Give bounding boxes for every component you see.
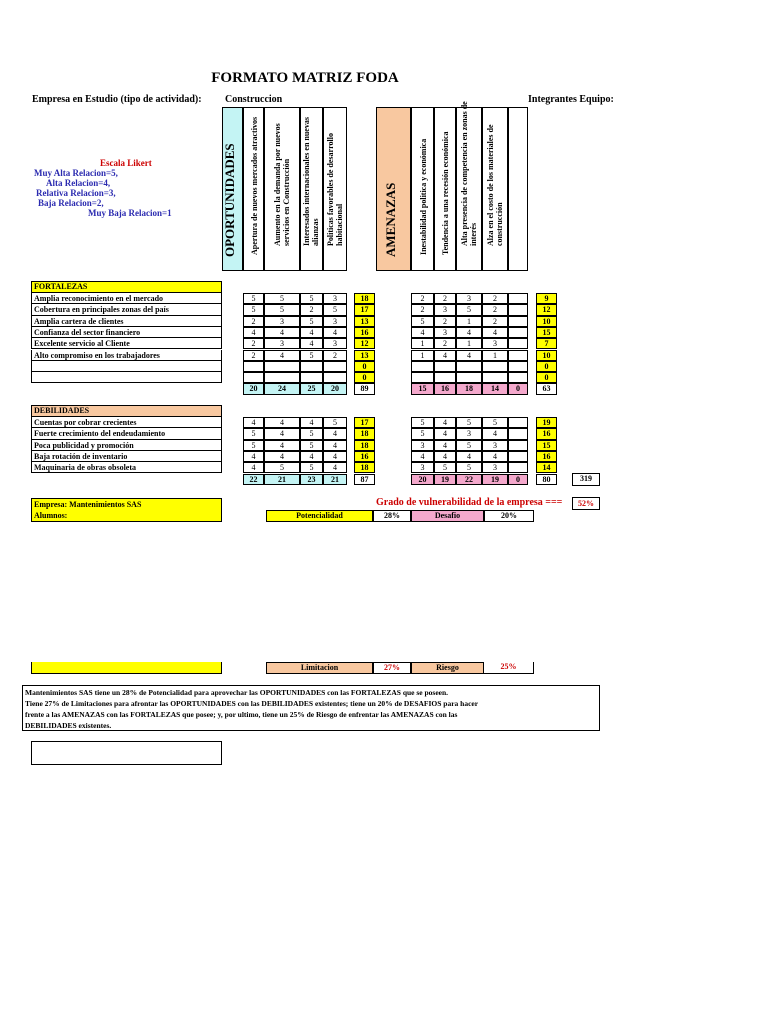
score-cell: 3 xyxy=(264,338,300,349)
likert-line: Muy Alta Relacion=5, xyxy=(34,168,118,178)
score-cell: 3 xyxy=(434,327,456,338)
score-cell: 1 xyxy=(411,350,434,361)
score-cell: 2 xyxy=(482,293,508,304)
score-cell xyxy=(264,372,300,383)
score-cell xyxy=(411,372,434,383)
empresa-box xyxy=(31,498,222,522)
potencialidad-value: 28% xyxy=(373,510,411,522)
score-cell xyxy=(482,361,508,372)
limitacion-value: 27% xyxy=(373,662,411,674)
score-cell: 3 xyxy=(323,338,347,349)
row-total: 15 xyxy=(536,327,557,338)
score-cell: 3 xyxy=(482,440,508,451)
score-cell: 4 xyxy=(434,428,456,439)
grand-total: 63 xyxy=(536,383,557,394)
oportunidades-header xyxy=(222,107,243,271)
score-cell xyxy=(508,462,528,473)
score-cell: 4 xyxy=(434,350,456,361)
score-cell: 5 xyxy=(411,428,434,439)
row-label: Baja rotación de inventario xyxy=(31,451,222,462)
row-total: 0 xyxy=(536,372,557,383)
score-cell: 4 xyxy=(482,327,508,338)
column-total: 21 xyxy=(264,474,300,485)
score-cell: 4 xyxy=(264,327,300,338)
row-total: 10 xyxy=(536,316,557,327)
empresa-line: Empresa: Mantenimientos SAS xyxy=(34,500,142,509)
likert-line: Muy Baja Relacion=1 xyxy=(88,208,172,218)
row-total: 18 xyxy=(354,440,375,451)
column-total: 0 xyxy=(508,474,528,485)
desafio-label: Desafio xyxy=(411,510,484,522)
row-total: 0 xyxy=(536,361,557,372)
score-cell: 5 xyxy=(300,440,323,451)
score-cell: 2 xyxy=(300,304,323,315)
conclusion-line: frente a las AMENAZAS con las FORTALEZAS que posee; y, por ultimo, tiene un 25% de Riesgo de enfrentar las AMENAZAS con las xyxy=(25,710,458,719)
score-cell: 5 xyxy=(264,293,300,304)
column-total: 15 xyxy=(411,383,434,394)
amenaza-col-header xyxy=(482,107,508,271)
score-cell: 4 xyxy=(323,428,347,439)
amenazas-header xyxy=(376,107,411,271)
amenaza-item: Inestabilidad politica y económica xyxy=(418,138,428,255)
row-total: 16 xyxy=(536,428,557,439)
score-cell xyxy=(508,440,528,451)
conclusion-line: Mantenimientos SAS tiene un 28% de Potencialidad para aprovechar las OPORTUNIDADES con las FORTALEZAS que se poseen. xyxy=(25,688,449,697)
score-cell xyxy=(264,361,300,372)
likert-line: Baja Relacion=2, xyxy=(38,198,104,208)
potencialidad-label: Potencialidad xyxy=(266,510,373,522)
column-total: 16 xyxy=(434,383,456,394)
row-total: 13 xyxy=(354,316,375,327)
row-total: 0 xyxy=(354,361,375,372)
debilidades-label: DEBILIDADES xyxy=(31,405,222,417)
score-cell xyxy=(323,372,347,383)
score-cell xyxy=(456,361,482,372)
score-cell: 1 xyxy=(456,338,482,349)
score-cell: 4 xyxy=(482,428,508,439)
score-cell: 5 xyxy=(323,417,347,428)
score-cell: 2 xyxy=(411,293,434,304)
grand-total: 89 xyxy=(354,383,375,394)
empresa-label: Empresa en Estudio (tipo de actividad): xyxy=(32,94,202,105)
score-cell: 4 xyxy=(456,451,482,462)
score-cell: 2 xyxy=(482,304,508,315)
row-total: 16 xyxy=(354,451,375,462)
score-cell: 5 xyxy=(411,417,434,428)
score-cell: 5 xyxy=(411,316,434,327)
overall-total: 319 xyxy=(572,473,600,486)
score-cell: 4 xyxy=(243,451,264,462)
row-total: 13 xyxy=(354,350,375,361)
score-cell: 5 xyxy=(243,293,264,304)
score-cell: 2 xyxy=(482,316,508,327)
oportunidad-col-header xyxy=(323,107,347,271)
score-cell: 4 xyxy=(264,451,300,462)
row-total: 18 xyxy=(354,293,375,304)
score-cell xyxy=(300,361,323,372)
empresa-box-bottom xyxy=(31,662,222,674)
column-total: 23 xyxy=(300,474,323,485)
oportunidad-item: Apertura de nuevos mercados atractivos xyxy=(249,116,259,255)
score-cell: 3 xyxy=(434,304,456,315)
row-label: Confianza del sector financiero xyxy=(31,327,222,338)
score-cell: 4 xyxy=(323,327,347,338)
column-total: 24 xyxy=(264,383,300,394)
score-cell: 3 xyxy=(323,316,347,327)
oportunidad-col-header xyxy=(300,107,323,271)
score-cell: 5 xyxy=(243,440,264,451)
score-cell: 4 xyxy=(243,417,264,428)
grand-total: 87 xyxy=(354,474,375,485)
score-cell: 3 xyxy=(264,316,300,327)
score-cell: 3 xyxy=(456,293,482,304)
likert-line: Alta Relacion=4, xyxy=(46,178,111,188)
score-cell: 5 xyxy=(264,462,300,473)
score-cell xyxy=(456,372,482,383)
score-cell xyxy=(508,417,528,428)
limitacion-label: Limitacion xyxy=(266,662,373,674)
score-cell: 4 xyxy=(434,440,456,451)
row-total: 9 xyxy=(536,293,557,304)
row-total: 16 xyxy=(536,451,557,462)
amenaza-item: Alza en el costo de los materiales de construcción xyxy=(486,124,504,246)
score-cell: 5 xyxy=(300,428,323,439)
column-total: 20 xyxy=(411,474,434,485)
score-cell: 4 xyxy=(264,417,300,428)
row-label: Cuentas por cobrar crecientes xyxy=(31,417,222,428)
row-total: 17 xyxy=(354,304,375,315)
row-total: 14 xyxy=(536,462,557,473)
score-cell: 4 xyxy=(300,338,323,349)
score-cell: 4 xyxy=(434,451,456,462)
column-total: 21 xyxy=(323,474,347,485)
likert-legend xyxy=(32,158,222,218)
score-cell: 4 xyxy=(300,451,323,462)
score-cell: 4 xyxy=(411,327,434,338)
score-cell xyxy=(508,372,528,383)
row-total: 18 xyxy=(354,428,375,439)
row-total: 19 xyxy=(536,417,557,428)
score-cell xyxy=(411,361,434,372)
column-total: 25 xyxy=(300,383,323,394)
score-cell xyxy=(508,316,528,327)
oportunidad-col-header xyxy=(264,107,300,271)
likert-title: Escala Likert xyxy=(100,158,152,168)
row-label: Cobertura en principales zonas del país xyxy=(31,304,222,315)
row-total: 0 xyxy=(354,372,375,383)
row-total: 16 xyxy=(354,327,375,338)
vulnerabilidad-value: 52% xyxy=(572,497,600,510)
score-cell: 5 xyxy=(323,304,347,315)
row-total: 12 xyxy=(536,304,557,315)
score-cell: 5 xyxy=(300,293,323,304)
conclusion-box xyxy=(22,685,600,731)
oportunidades-label: OPORTUNIDADES xyxy=(221,143,237,257)
score-cell: 4 xyxy=(243,462,264,473)
score-cell: 5 xyxy=(456,440,482,451)
score-cell: 4 xyxy=(300,417,323,428)
score-cell xyxy=(300,372,323,383)
page-title: FORMATO MATRIZ FODA xyxy=(211,70,399,86)
score-cell: 4 xyxy=(411,451,434,462)
oportunidad-item: Interesados internacionales en nuevas alianzas xyxy=(301,117,320,246)
oportunidad-item: Politicas favorables de desarrollo habitacional xyxy=(326,133,344,246)
riesgo-label: Riesgo xyxy=(411,662,484,674)
score-cell: 2 xyxy=(434,316,456,327)
score-cell xyxy=(508,428,528,439)
row-label xyxy=(31,361,222,372)
column-total: 0 xyxy=(508,383,528,394)
score-cell: 4 xyxy=(264,428,300,439)
oportunidad-col-header xyxy=(243,107,264,271)
score-cell: 2 xyxy=(323,350,347,361)
desafio-value: 20% xyxy=(484,510,534,522)
row-label: Poca publicidad y promoción xyxy=(31,440,222,451)
actividad-value: Construccion xyxy=(225,94,283,105)
row-total: 15 xyxy=(536,440,557,451)
amenaza-item: Alta presencia de competencia en zonas de interés xyxy=(460,101,478,246)
vulnerabilidad-label: Grado de vulnerabilidad de la empresa === xyxy=(376,497,563,508)
score-cell: 5 xyxy=(482,417,508,428)
row-label: Excelente servicio al Cliente xyxy=(31,338,222,349)
column-total: 14 xyxy=(482,383,508,394)
amenaza-item: Tendencia a una recesión económica xyxy=(441,131,450,255)
amenazas-label: AMENAZAS xyxy=(382,182,398,257)
score-cell: 5 xyxy=(243,304,264,315)
score-cell: 4 xyxy=(323,462,347,473)
empty-input-box[interactable] xyxy=(31,741,222,765)
score-cell: 4 xyxy=(323,451,347,462)
score-cell: 1 xyxy=(456,316,482,327)
amenaza-col-header xyxy=(434,107,456,271)
row-label: Fuerte crecimiento del endeudamiento xyxy=(31,428,222,439)
row-total: 17 xyxy=(354,417,375,428)
riesgo-value: 25% xyxy=(484,662,534,674)
score-cell xyxy=(243,361,264,372)
oportunidad-item: Aumento en la demanda por nuevos servicios en Construcción xyxy=(273,123,291,246)
score-cell: 3 xyxy=(411,462,434,473)
conclusion-line: DEBILIDADES existentes. xyxy=(25,721,112,730)
likert-line: Relativa Relacion=3, xyxy=(36,188,116,198)
score-cell: 1 xyxy=(411,338,434,349)
score-cell: 2 xyxy=(434,338,456,349)
column-total: 19 xyxy=(434,474,456,485)
row-label: Alto compromiso en los trabajadores xyxy=(31,350,222,361)
score-cell: 2 xyxy=(411,304,434,315)
score-cell: 5 xyxy=(264,304,300,315)
row-label xyxy=(31,372,222,383)
column-total: 22 xyxy=(456,474,482,485)
score-cell: 4 xyxy=(264,440,300,451)
column-total: 19 xyxy=(482,474,508,485)
row-label: Maquinaria de obras obsoleta xyxy=(31,462,222,473)
score-cell xyxy=(508,327,528,338)
integrantes-label: Integrantes Equipo: xyxy=(528,94,614,105)
column-total: 22 xyxy=(243,474,264,485)
row-total: 18 xyxy=(354,462,375,473)
score-cell: 5 xyxy=(434,462,456,473)
score-cell: 5 xyxy=(456,304,482,315)
score-cell: 5 xyxy=(456,462,482,473)
score-cell: 5 xyxy=(300,316,323,327)
score-cell: 3 xyxy=(482,338,508,349)
score-cell: 2 xyxy=(243,350,264,361)
score-cell: 5 xyxy=(243,428,264,439)
grand-total: 80 xyxy=(536,474,557,485)
row-total: 10 xyxy=(536,350,557,361)
score-cell: 4 xyxy=(323,440,347,451)
score-cell: 4 xyxy=(300,327,323,338)
score-cell: 3 xyxy=(323,293,347,304)
score-cell: 4 xyxy=(456,350,482,361)
score-cell: 4 xyxy=(434,417,456,428)
row-total: 12 xyxy=(354,338,375,349)
score-cell: 2 xyxy=(434,293,456,304)
score-cell xyxy=(508,451,528,462)
score-cell xyxy=(508,338,528,349)
score-cell: 3 xyxy=(456,428,482,439)
score-cell: 2 xyxy=(243,316,264,327)
score-cell xyxy=(482,372,508,383)
row-label: Amplia cartera de clientes xyxy=(31,316,222,327)
column-total: 20 xyxy=(323,383,347,394)
score-cell xyxy=(243,372,264,383)
score-cell xyxy=(508,304,528,315)
score-cell xyxy=(434,361,456,372)
score-cell: 5 xyxy=(456,417,482,428)
row-total: 7 xyxy=(536,338,557,349)
score-cell: 3 xyxy=(482,462,508,473)
conclusion-line: Tiene 27% de Limitaciones para afrontar las OPORTUNIDADES con las DEBILIDADES existentes; tiene un 20% de DESAFIOS para hacer xyxy=(25,699,479,708)
column-total: 20 xyxy=(243,383,264,394)
alumnos-line: Alumnos: xyxy=(34,511,68,520)
score-cell: 4 xyxy=(243,327,264,338)
column-total: 18 xyxy=(456,383,482,394)
score-cell xyxy=(508,361,528,372)
amenaza-col-header xyxy=(508,107,528,271)
score-cell: 4 xyxy=(482,451,508,462)
score-cell xyxy=(508,350,528,361)
row-label: Amplia reconocimiento en el mercado xyxy=(31,293,222,304)
amenaza-col-header xyxy=(456,101,482,271)
score-cell: 5 xyxy=(300,350,323,361)
score-cell: 3 xyxy=(411,440,434,451)
score-cell xyxy=(323,361,347,372)
score-cell: 5 xyxy=(300,462,323,473)
score-cell: 1 xyxy=(482,350,508,361)
score-cell xyxy=(508,293,528,304)
score-cell: 4 xyxy=(264,350,300,361)
amenaza-col-header xyxy=(411,107,434,271)
score-cell xyxy=(434,372,456,383)
score-cell: 2 xyxy=(243,338,264,349)
fortalezas-label: FORTALEZAS xyxy=(31,281,222,293)
score-cell: 4 xyxy=(456,327,482,338)
